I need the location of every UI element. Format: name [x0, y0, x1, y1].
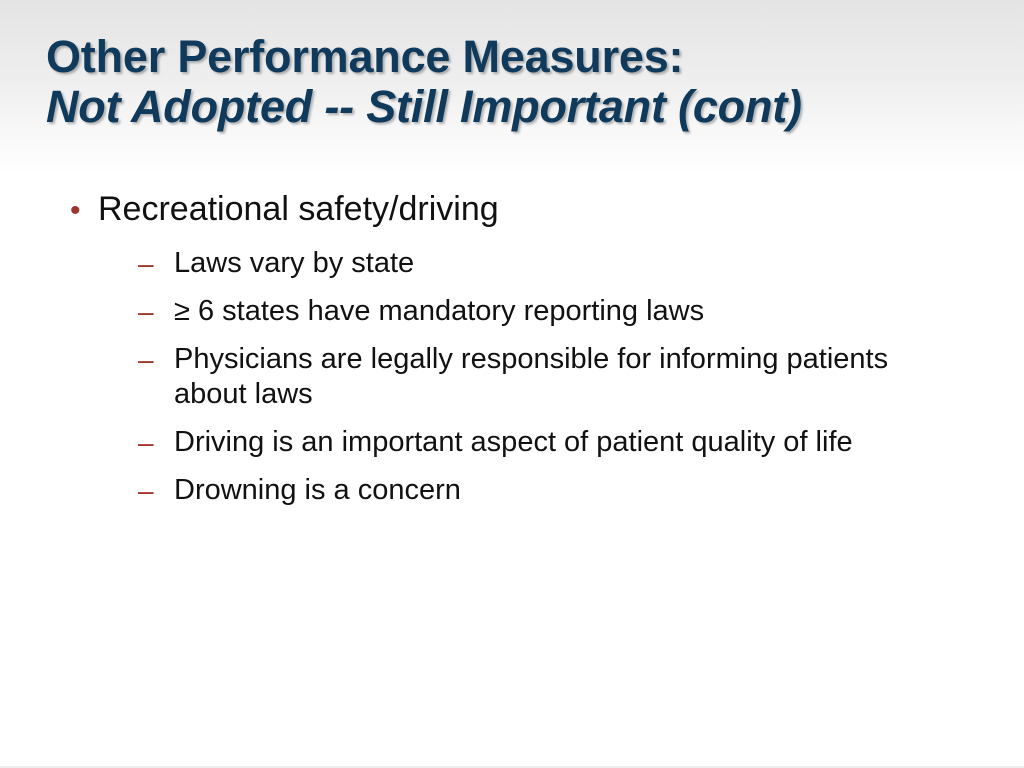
sub-bullet-list: [138, 246, 898, 521]
title-line-2: Not Adopted -- Still Important (cont): [46, 81, 802, 132]
dash-icon: –: [138, 475, 154, 506]
main-bullet-text: Recreational safety/driving: [98, 190, 499, 228]
sub-bullet-4: [138, 425, 898, 460]
main-bullet: [70, 190, 499, 229]
sub-bullet-text: Driving is an important aspect of patient quality of life: [174, 426, 853, 458]
sub-bullet-1: [138, 246, 898, 281]
dash-icon: –: [138, 248, 154, 279]
dash-icon: –: [138, 296, 154, 327]
sub-bullet-text: Drowning is a concern: [174, 474, 461, 506]
sub-bullet-text: Laws vary by state: [174, 247, 415, 279]
bullet-icon: •: [70, 194, 81, 227]
sub-bullet-text: ≥ 6 states have mandatory reporting laws: [174, 295, 705, 327]
title-line-1: Other Performance Measures:: [46, 31, 684, 82]
sub-bullet-2: [138, 294, 898, 329]
dash-icon: –: [138, 344, 154, 375]
sub-bullet-3: [138, 342, 898, 412]
sub-bullet-text: Physicians are legally responsible for informing patients about laws: [174, 343, 889, 410]
dash-icon: –: [138, 427, 154, 458]
sub-bullet-5: [138, 473, 898, 508]
